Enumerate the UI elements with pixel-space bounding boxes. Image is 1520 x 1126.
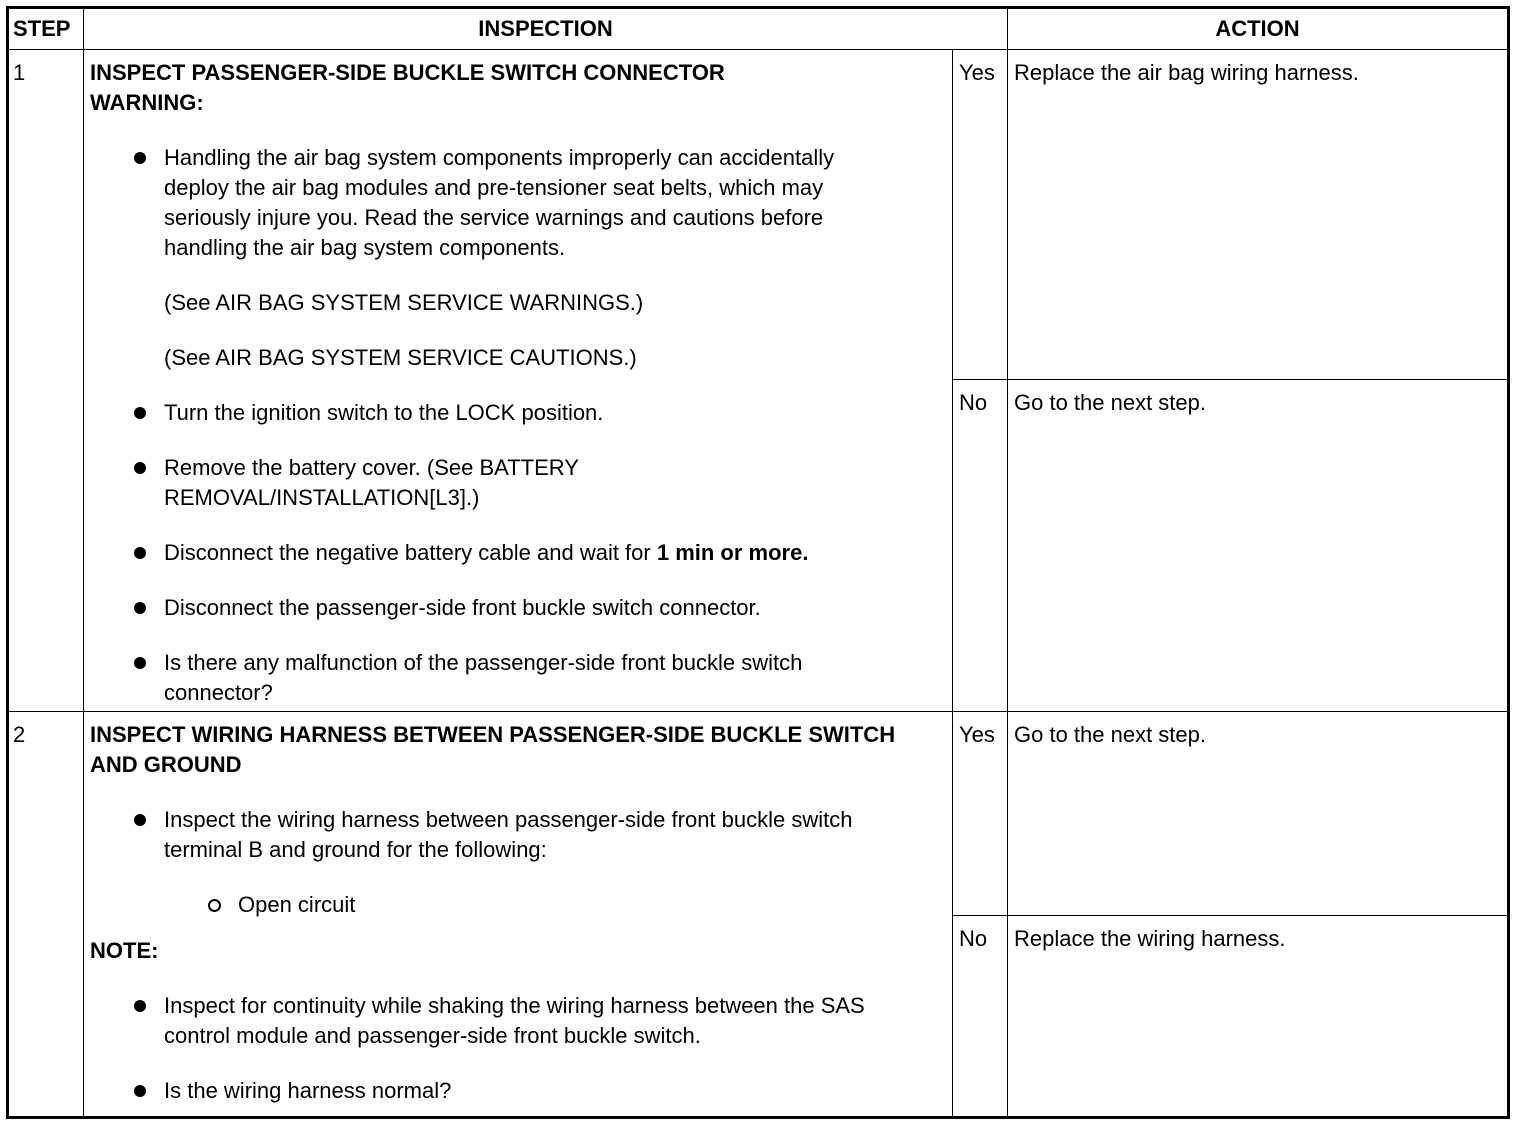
step-2-sub-list: [164, 890, 884, 920]
disconnect-wait-time: 1 min or more.: [656, 540, 809, 565]
step-1-number: 1: [8, 50, 84, 712]
step-2-number: 2: [8, 712, 84, 1118]
step-2-title: INSPECT WIRING HARNESS BETWEEN PASSENGER-SIDE BUCKLE SWITCH AND GROUND: [90, 722, 896, 777]
step-1-bullet-battery-cover: Remove the battery cover. (See BATTERY REMOVAL/INSTALLATION[L3].): [90, 453, 884, 513]
step-2-note-list: [90, 991, 946, 1106]
step-2-yes-action: Go to the next step.: [1008, 712, 1509, 916]
step-1-bullet-question: Is there any malfunction of the passenger-side front buckle switch connector?: [90, 648, 884, 708]
step-1-no-label: No: [953, 380, 1008, 712]
diagnostic-procedure-table: [6, 6, 1510, 1119]
step-2-bullet-list: [90, 805, 946, 920]
header-row: [8, 8, 1509, 50]
step-1-inspection: [84, 50, 953, 712]
step-2-note-label: NOTE:: [90, 938, 159, 963]
step-1-yes-row: [8, 50, 1509, 380]
step-2-inspection: [84, 712, 953, 1118]
disconnect-text: Disconnect the negative battery cable and wait for: [164, 540, 657, 565]
step-2-bullet-continuity: Inspect for continuity while shaking the wiring harness between the SAS control module and passenger-side front buckle switch.: [90, 991, 884, 1051]
see-warnings-link[interactable]: (See AIR BAG SYSTEM SERVICE WARNINGS.): [164, 290, 644, 315]
step-2-no-label: No: [953, 916, 1008, 1118]
step-1-title: INSPECT PASSENGER-SIDE BUCKLE SWITCH CONNECTOR: [90, 60, 725, 85]
step-1-bullet-list: [90, 143, 946, 708]
header-step: STEP: [8, 8, 84, 50]
sub-item-open-circuit: Open circuit: [164, 890, 884, 920]
step-1-yes-label: Yes: [953, 50, 1008, 380]
warning-text: Handling the air bag system components improperly can accidentally deploy the air bag modules and pre-tensioner seat belts, which may seriously injure you. Read the service warnings and cautions before handling the air bag system components.: [164, 145, 835, 260]
step-1-bullet-disconnect: [90, 538, 884, 568]
step-1-yes-action: Replace the air bag wiring harness.: [1008, 50, 1509, 380]
inspect-text: Inspect the wiring harness between passenger-side front buckle switch terminal B and ground for the following:: [164, 807, 853, 862]
step-2-bullet-inspect: [90, 805, 884, 920]
step-1-warning-label: WARNING:: [90, 90, 204, 115]
step-2-no-action: Replace the wiring harness.: [1008, 916, 1509, 1118]
step-2-bullet-question: Is the wiring harness normal?: [90, 1076, 884, 1106]
step-2-yes-row: [8, 712, 1509, 916]
step-1-no-action: Go to the next step.: [1008, 380, 1509, 712]
step-1-bullet-warning: [90, 143, 884, 373]
header-inspection: INSPECTION: [84, 8, 1008, 50]
step-1-bullet-ignition: Turn the ignition switch to the LOCK position.: [90, 398, 884, 428]
see-cautions-link[interactable]: (See AIR BAG SYSTEM SERVICE CAUTIONS.): [164, 345, 637, 370]
step-1-bullet-connector: Disconnect the passenger-side front buckle switch connector.: [90, 593, 884, 623]
header-action: ACTION: [1008, 8, 1509, 50]
step-2-yes-label: Yes: [953, 712, 1008, 916]
